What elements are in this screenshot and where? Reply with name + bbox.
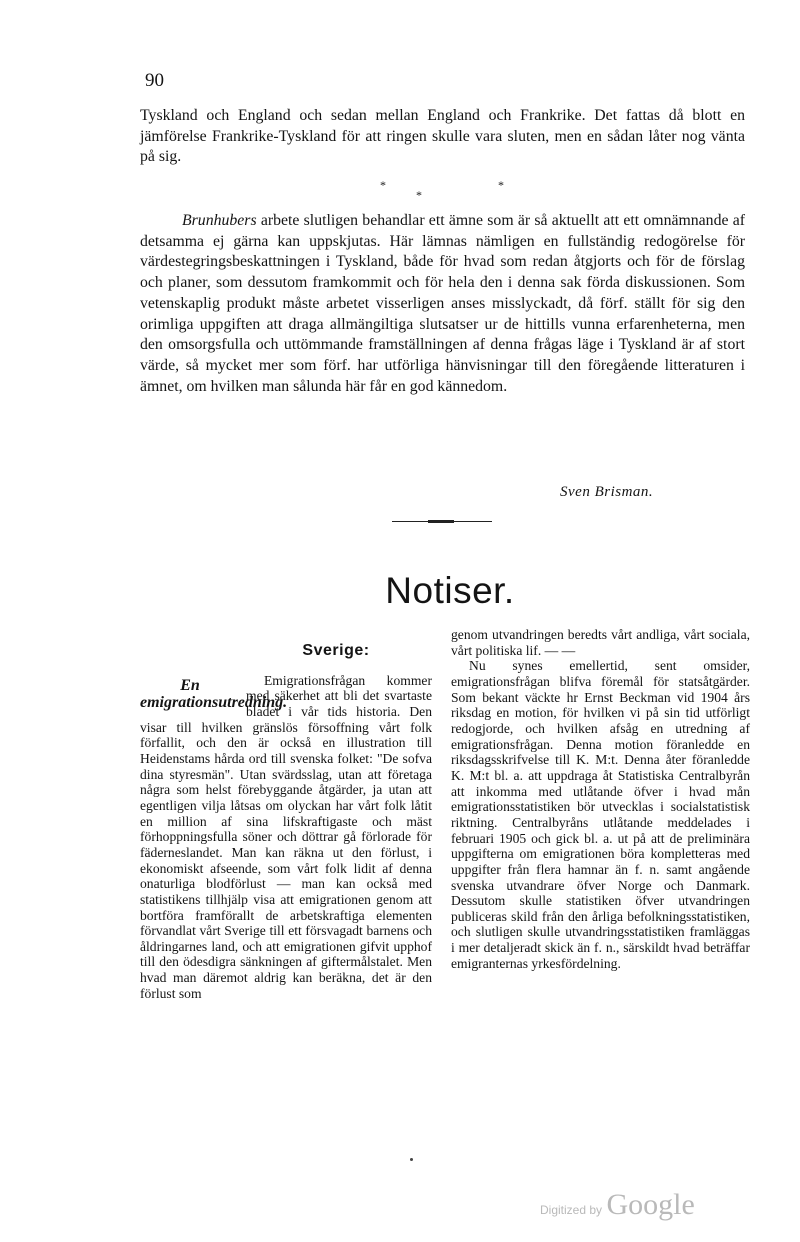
google-logo: Google xyxy=(606,1188,695,1221)
ink-dot xyxy=(410,1158,413,1161)
watermark-prefix: Digitized by xyxy=(540,1203,603,1217)
right-column-text-2: Nu synes emellertid, sent omsider, emigrationsfrågan blifva föremål för statsåtgärder. Som bekant väckte hr Ernst Beckman vid 1904 års riksdag en motion, för hvilken vi på sin tid utförligt redogjorde, och hvilken afsåg en utredning af emigrationsfrågan. Denna motion föranledde en riksdagsskrifvelse till K. M:t. Denna åter föranledde K. M:t bl. a. att uppdraga åt Statistiska Centralbyrån att inkomma med utlåtande öfver i hvad mån emigrationsstatistiken bör utvecklas i socialstatistisk riktning. Centralbyråns utlåtande meddelades i februari 1905 och gick bl. a. ut på att de preliminära uppgifterna om emigrationen böra kompletteras med uppgifter från flera hamnar än f. n. samt angående svenska utvandrare öfver Norge och Danmark. Dessutom skulle statistiken öfver utvandringen publiceras skild från den årliga befolkningsstatistiken, och slutligen skulle utvandringsstatistiken framläggas i mer detaljeradt skick än f. n., särskildt hvad beträffar emigranternas yrkesfördelning. xyxy=(451,658,750,971)
review-paragraph xyxy=(140,211,745,397)
separator-star: * xyxy=(416,188,422,202)
subsection-title: Sverige: xyxy=(302,642,370,659)
separator-star: * xyxy=(380,178,386,192)
separator-star: * xyxy=(498,178,504,192)
right-column xyxy=(451,627,750,971)
left-column-text: Emigrationsfrågan kommer med säkerhet att bli det svartaste bladet i vår tids historia. Den visar till hvilken gränslös försoffning vårt folk förfallit, och den är också en illustration till Heidenstams hårda ord till svenska folket: "De sofva dina styresmän". Utan svärdsslag, utan att företaga några som helst förebyggande åtgärder, ja utan att egentligen vilja låtsas om olyckan har vårt folk låtit en million af sina lifskraftigaste och mäst förhoppningsfulla söner och döttrar gå förlorade för fäderneslandet. Man kan räkna ut den förlust, i ekonomiskt afseende, som vårt folk lidit af denna onaturliga blodförlust — man kan också med statistikens tillhjälp visa att emigrationen genom att bortföra framförallt de arbetskraftiga elementen förvandlat vårt Sverige till ett försvagadt barnens och åldringarnes land, och att emigrationen gifvit upphof till den ödesdigra sänkningen af giftermålstalet. Men hvad man däremot aldrig kan beräkna, det är den förlust som xyxy=(140,672,432,1001)
intro-paragraph: Tyskland och England och sedan mellan England och Frankrike. Det fattas då blott en jämförelse Frankrike-Tyskland för att ringen skulle vara sluten, men en sådan låter nog vänta på sig. xyxy=(140,107,745,166)
right-column-text-1: genom utvandringen beredts vårt andliga, vårt sociala, vårt politiska lif. — — xyxy=(451,627,750,658)
review-signature: Sven Brisman. xyxy=(560,484,654,500)
separator-stars xyxy=(360,178,520,202)
page-number: 90 xyxy=(145,70,164,91)
review-text: arbete slutligen behandlar ett ämne som är så aktuellt att ett omnämnande af detsamma ej gärna kan uppskjutas. Här lämnas nämligen en fullständig redogörelse för värdestegringsbeskattningen i Tyskland, både för hvad som redan åtgjorts och för de förslag och planer, som dessutom framkommit och för hela den i denna sak förda diskussionen. Som vetenskaplig produkt måste arbetet visserligen anses misslyckadt, då förf. ställt för sig den orimliga uppgiften att draga allmängiltiga slutsatser ur de hittills vunna erfarenheterna, men den omsorgsfulla och uttömmande framställningen af denna frågas läge i Tyskland är af stort värde, så mycket mer som förf. har utförliga hänvisningar till den föregående litteraturen i ämnet, om hvilken man sålunda här får en god kännedom. xyxy=(140,212,745,395)
digitized-watermark xyxy=(540,1188,695,1222)
left-column xyxy=(140,643,432,1001)
sidenote-heading: En emigrationsutredning. xyxy=(140,676,288,711)
section-title: Notiser. xyxy=(385,570,515,611)
section-divider xyxy=(392,520,492,523)
reviewed-author: Brunhubers xyxy=(182,212,257,229)
